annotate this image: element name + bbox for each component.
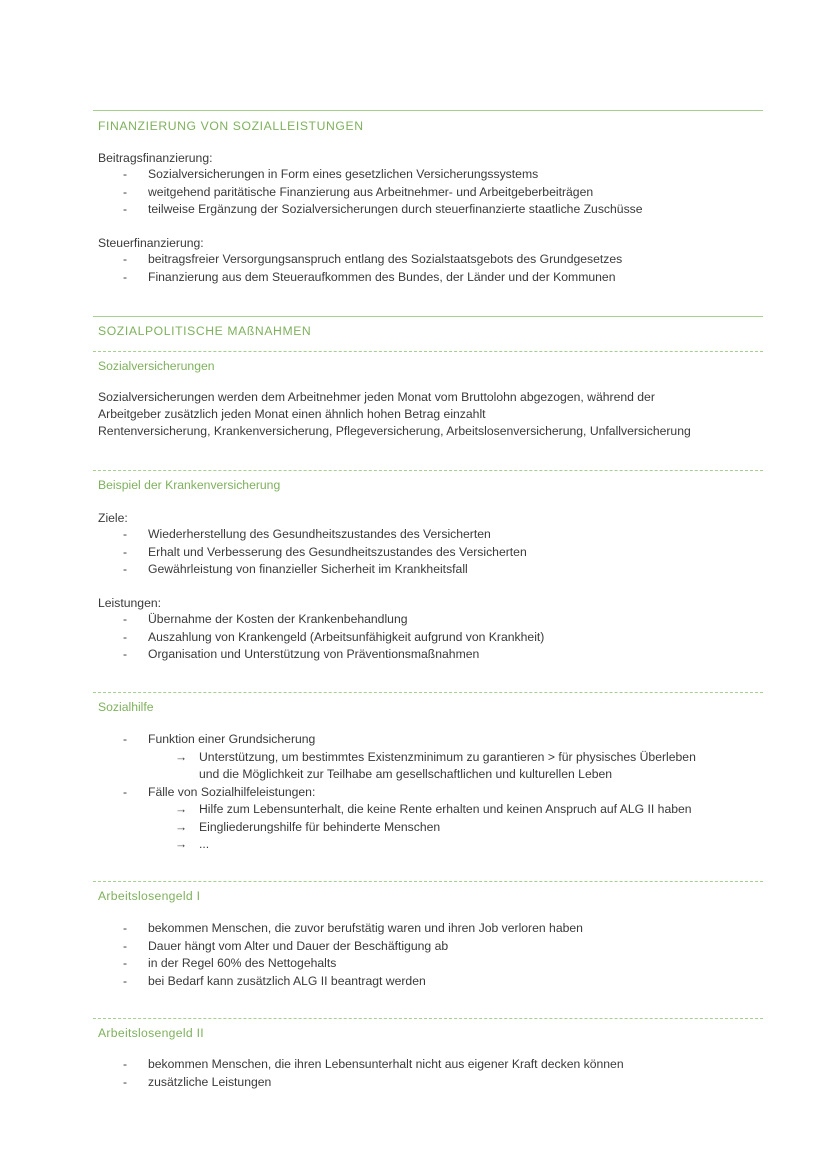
arrow-right-icon: →: [175, 802, 188, 816]
leistungen-label: Leistungen:: [98, 596, 162, 610]
subsection-title-krankenversicherung: Beispiel der Krankenversicherung: [98, 478, 281, 492]
dash-bullet: -: [123, 269, 128, 284]
dash-bullet: -: [123, 544, 128, 559]
subsection-title-alg2: Arbeitslosengeld II: [98, 1026, 204, 1040]
section-title-massnahmen: SOZIALPOLITISCHE MAßNAHMEN: [98, 324, 312, 338]
beitrag-label: Beitragsfinanzierung:: [98, 151, 213, 165]
subsection-divider: [93, 351, 763, 352]
arrow-right-icon: →: [175, 749, 188, 764]
subsection-title-alg1: Arbeitslosengeld I: [98, 889, 201, 903]
dash-bullet: -: [123, 202, 128, 216]
dash-bullet: -: [123, 184, 128, 199]
dash-bullet: -: [123, 921, 128, 935]
arrow-right-icon: →: [175, 819, 188, 834]
dash-bullet: -: [123, 956, 128, 970]
subsection-divider: [93, 470, 763, 471]
arrow-right-icon: →: [175, 837, 188, 851]
subsection-title-sozialversicherungen: Sozialversicherungen: [98, 359, 215, 373]
ziele-label: Ziele:: [98, 511, 128, 525]
section-divider: [93, 110, 763, 111]
paragraph-line: Sozialversicherungen werden dem Arbeitnehmer jeden Monat vom Bruttolohn abgezogen, während der: [98, 390, 655, 404]
dash-bullet: -: [123, 938, 128, 953]
dash-bullet: -: [123, 252, 128, 266]
dash-bullet: -: [123, 732, 128, 746]
subsection-title-sozialhilfe: Sozialhilfe: [98, 700, 154, 714]
section-title-finanzierung: FINANZIERUNG VON SOZIALLEISTUNGEN: [98, 119, 364, 133]
dash-bullet: -: [123, 784, 128, 799]
dash-bullet: -: [123, 1074, 128, 1089]
paragraph-line: Arbeitgeber zusätzlich jeden Monat einen ähnlich hohen Betrag einzahlt: [98, 407, 486, 421]
dash-bullet: -: [123, 527, 128, 541]
subsection-divider: [93, 1018, 763, 1019]
dash-bullet: -: [123, 562, 128, 576]
subsection-divider: [93, 692, 763, 693]
dash-bullet: -: [123, 1057, 128, 1071]
dash-bullet: -: [123, 647, 128, 661]
dash-bullet: -: [123, 973, 128, 988]
paragraph-line: Rentenversicherung, Krankenversicherung, Pflegeversicherung, Arbeitslosenversicherung, Unfallversicherung: [98, 424, 691, 438]
section-divider: [93, 316, 763, 317]
steuer-label: Steuerfinanzierung:: [98, 236, 204, 250]
subsection-divider: [93, 881, 763, 882]
dash-bullet: -: [123, 167, 128, 181]
dash-bullet: -: [123, 612, 128, 626]
dash-bullet: -: [123, 629, 128, 644]
